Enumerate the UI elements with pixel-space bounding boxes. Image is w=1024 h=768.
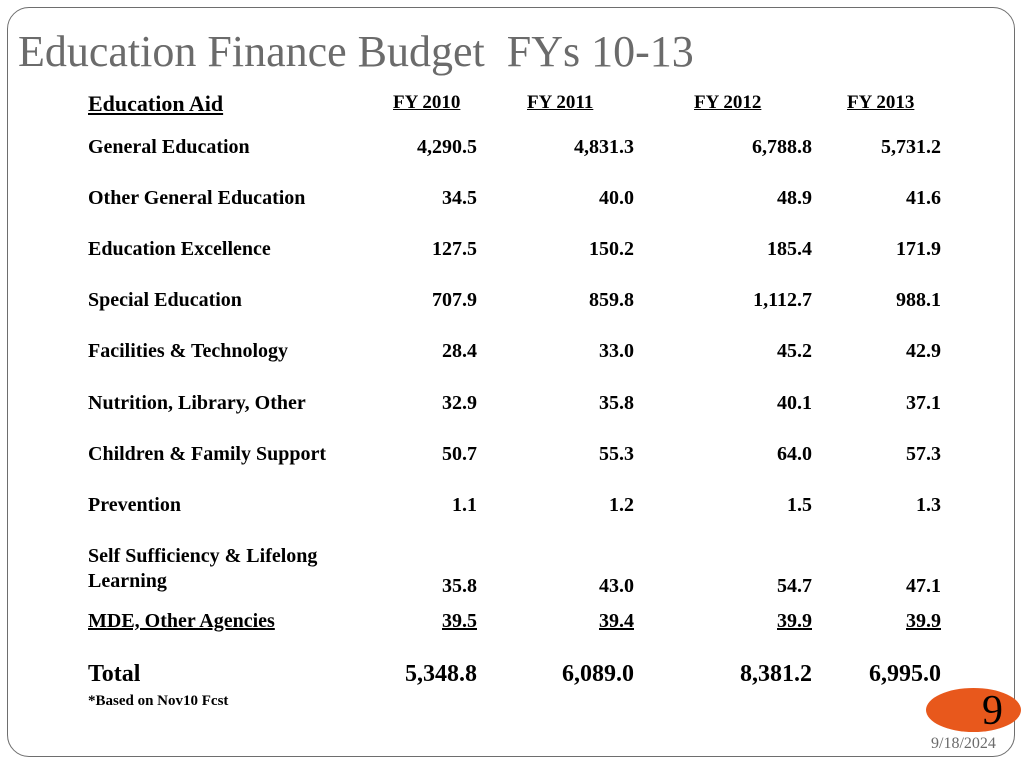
cell-fy2010: 1.1 [452,494,477,516]
cell-fy2011: 4,831.3 [574,136,634,158]
cell-fy2013: 5,731.2 [881,136,941,158]
cell-fy2012: 1,112.7 [753,289,812,311]
cell-fy2010: 707.9 [432,289,477,311]
cell-fy2013: 37.1 [906,392,941,414]
cell-fy2013: 39.9 [906,610,941,632]
cell-fy2013: 1.3 [916,494,941,516]
cell-fy2012: 185.4 [767,238,812,260]
cell-fy2010: 32.9 [442,392,477,414]
header-fy2012: FY 2012 [694,92,762,113]
row-label: Prevention [88,494,181,516]
cell-fy2013: 57.3 [906,443,941,465]
cell-fy2011: 39.4 [599,610,634,632]
cell-fy2012: 39.9 [777,610,812,632]
cell-fy2010: 4,290.5 [417,136,477,158]
total-label: Total [88,661,141,687]
cell-fy2013: 988.1 [896,289,941,311]
cell-fy2010: 39.5 [442,610,477,632]
row-label: MDE, Other Agencies [88,610,275,632]
cell-fy2011: 1.2 [609,494,634,516]
cell-fy2011: 55.3 [599,443,634,465]
cell-fy2012: 6,788.8 [752,136,812,158]
row-label: Self Sufficiency & Lifelong [88,545,318,567]
total-fy2012: 8,381.2 [740,661,812,687]
cell-fy2012: 45.2 [777,340,812,362]
row-label: Facilities & Technology [88,340,288,362]
footnote: *Based on Nov10 Fcst [88,693,229,709]
cell-fy2010: 50.7 [442,443,477,465]
cell-fy2010: 34.5 [442,187,477,209]
cell-fy2011: 859.8 [589,289,634,311]
row-label: General Education [88,136,250,158]
row-label: Education Excellence [88,238,271,260]
cell-fy2012: 40.1 [777,392,812,414]
row-label: Other General Education [88,187,306,209]
slide-date: 9/18/2024 [931,735,996,752]
total-fy2013: 6,995.0 [869,661,941,687]
cell-fy2012: 1.5 [787,494,812,516]
header-fy2011: FY 2011 [527,92,594,113]
cell-fy2010: 28.4 [442,340,477,362]
cell-fy2011: 43.0 [599,575,634,597]
cell-fy2010: 127.5 [432,238,477,260]
row-label-continued: Learning [88,570,167,592]
page-number: 9 [982,688,1003,734]
cell-fy2013: 47.1 [906,575,941,597]
cell-fy2012: 54.7 [777,575,812,597]
row-label: Nutrition, Library, Other [88,392,306,414]
cell-fy2010: 35.8 [442,575,477,597]
cell-fy2012: 48.9 [777,187,812,209]
row-label: Special Education [88,289,242,311]
cell-fy2013: 171.9 [896,238,941,260]
cell-fy2011: 150.2 [589,238,634,260]
page-number-badge [926,688,1021,732]
header-fy2010: FY 2010 [393,92,461,113]
total-fy2010: 5,348.8 [405,661,477,687]
row-label: Children & Family Support [88,443,326,465]
cell-fy2011: 40.0 [599,187,634,209]
slide-frame [7,7,1015,757]
cell-fy2013: 41.6 [906,187,941,209]
header-education-aid: Education Aid [88,91,224,116]
cell-fy2012: 64.0 [777,443,812,465]
header-fy2013: FY 2013 [847,92,915,113]
cell-fy2013: 42.9 [906,340,941,362]
slide-title: Education Finance Budget FYs 10-13 [18,27,694,76]
total-fy2011: 6,089.0 [562,661,634,687]
cell-fy2011: 33.0 [599,340,634,362]
cell-fy2011: 35.8 [599,392,634,414]
